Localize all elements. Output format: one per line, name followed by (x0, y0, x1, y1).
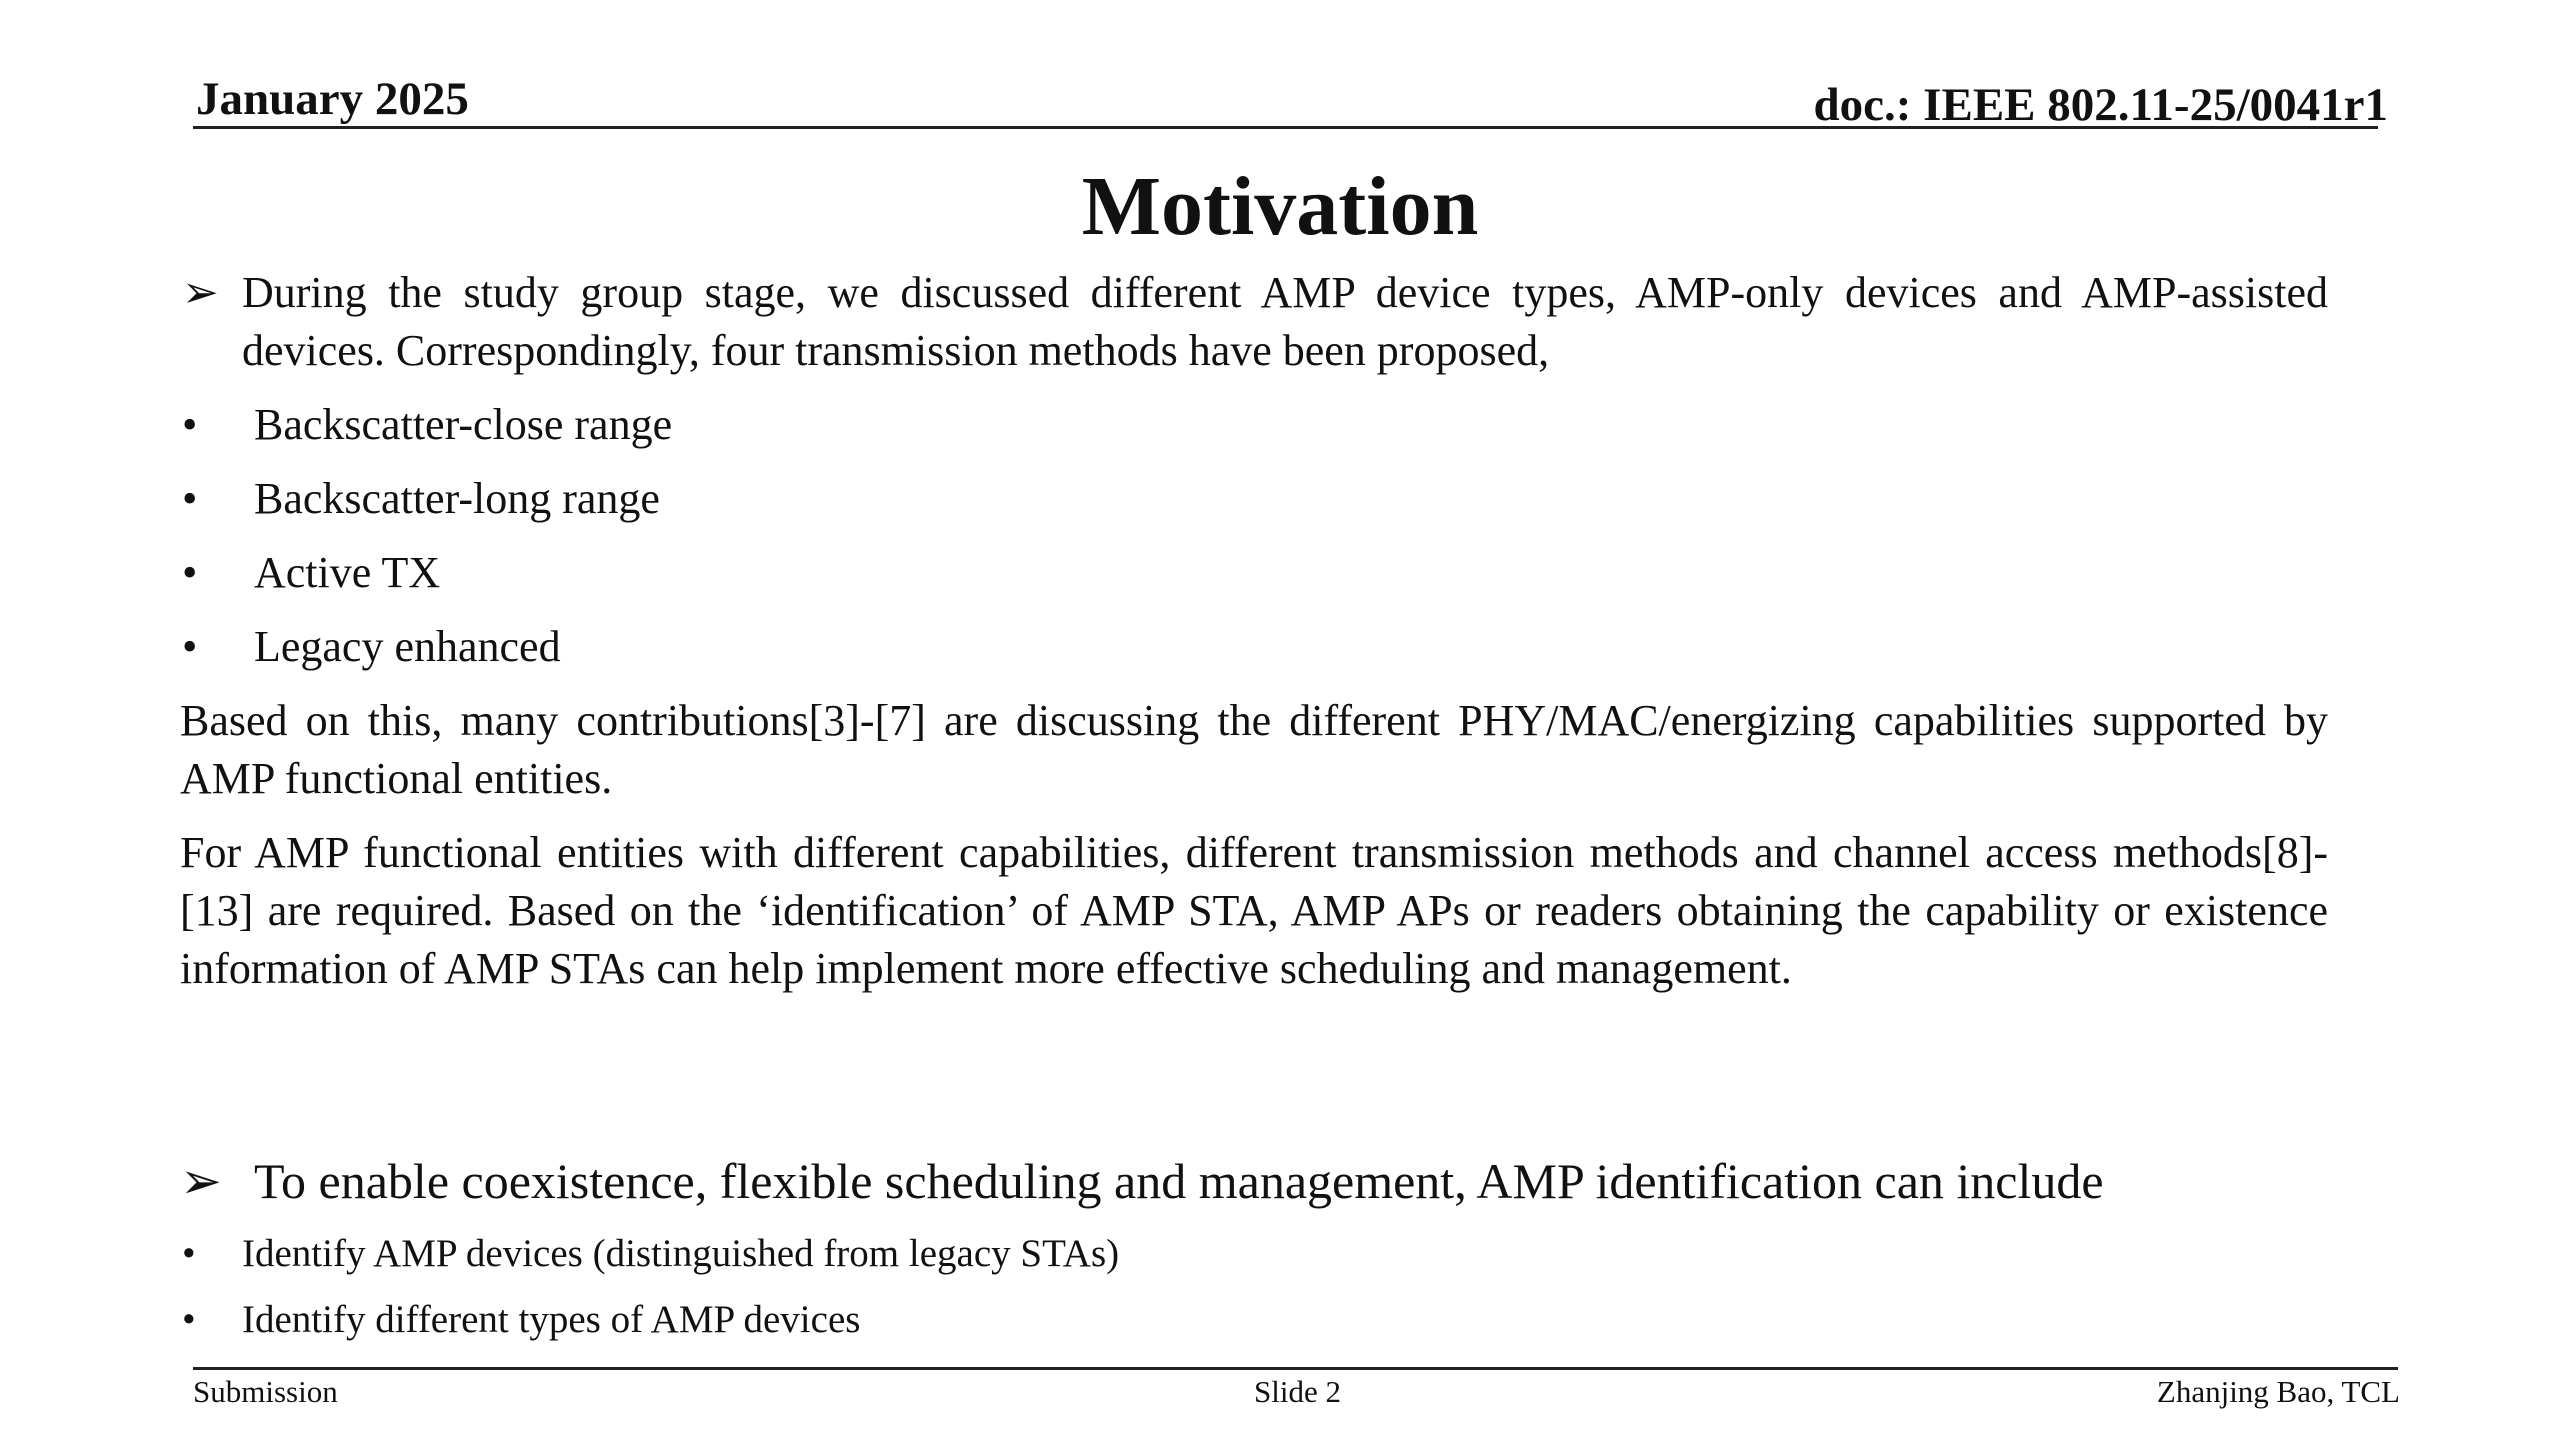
method-item (180, 544, 2328, 602)
bullet-icon: • (182, 1232, 196, 1275)
header-divider (193, 126, 2378, 129)
method-label: Active TX (254, 548, 441, 597)
arrow-bullet-icon: ➢ (180, 1153, 222, 1209)
bullet-icon: • (182, 622, 198, 671)
method-item (180, 618, 2328, 676)
header-doc-id: doc.: IEEE 802.11-25/0041r1 (1813, 79, 2388, 131)
footer-author: Zhanjing Bao, TCL (2156, 1374, 2400, 1409)
intro-bullet-text: During the study group stage, we discussed different AMP device types, AMP-only devices and AMP-assisted devices. Correspondingly, four transmission methods have been proposed, (242, 268, 2328, 375)
footer-divider (193, 1367, 2398, 1370)
bullet-icon: • (182, 474, 198, 523)
slide-title: Motivation (1081, 160, 1479, 253)
method-label: Legacy enhanced (254, 622, 561, 671)
footer-submission: Submission (193, 1374, 338, 1409)
method-item (180, 396, 2328, 454)
bullet-icon: • (182, 1298, 196, 1341)
bullet-icon: • (182, 548, 198, 597)
method-label: Backscatter-close range (254, 400, 673, 449)
identification-item-text: Identify AMP devices (distinguished from legacy STAs) (242, 1232, 1120, 1275)
header-date: January 2025 (196, 73, 469, 125)
identification-item (180, 1294, 2328, 1346)
method-item (180, 470, 2328, 528)
arrow-bullet-icon: ➢ (182, 268, 219, 317)
slide-body (180, 264, 2328, 998)
identification-heading-text: To enable coexistence, flexible scheduling and management, AMP identification can include (254, 1153, 2104, 1209)
method-label: Backscatter-long range (254, 474, 660, 523)
identification-section (180, 1148, 2328, 1346)
intro-bullet (180, 264, 2328, 380)
footer-slide-number: Slide 2 (1254, 1374, 1341, 1409)
paragraph-identification-rationale: For AMP functional entities with different capabilities, different transmission methods and channel access methods[8]-[13] are required. Based on the ‘identification’ of AMP STA, AMP APs or readers obtaining the capability or existence information of AMP STAs can help implement more effective scheduling and management. (180, 828, 2328, 993)
identification-item-text: Identify different types of AMP devices (242, 1298, 861, 1341)
identification-item (180, 1228, 2328, 1280)
paragraph-contributions: Based on this, many contributions[3]-[7] are discussing the different PHY/MAC/energizing capabilities supported by AMP functional entities. (180, 696, 2328, 803)
bullet-icon: • (182, 400, 198, 449)
identification-heading (180, 1148, 2328, 1214)
